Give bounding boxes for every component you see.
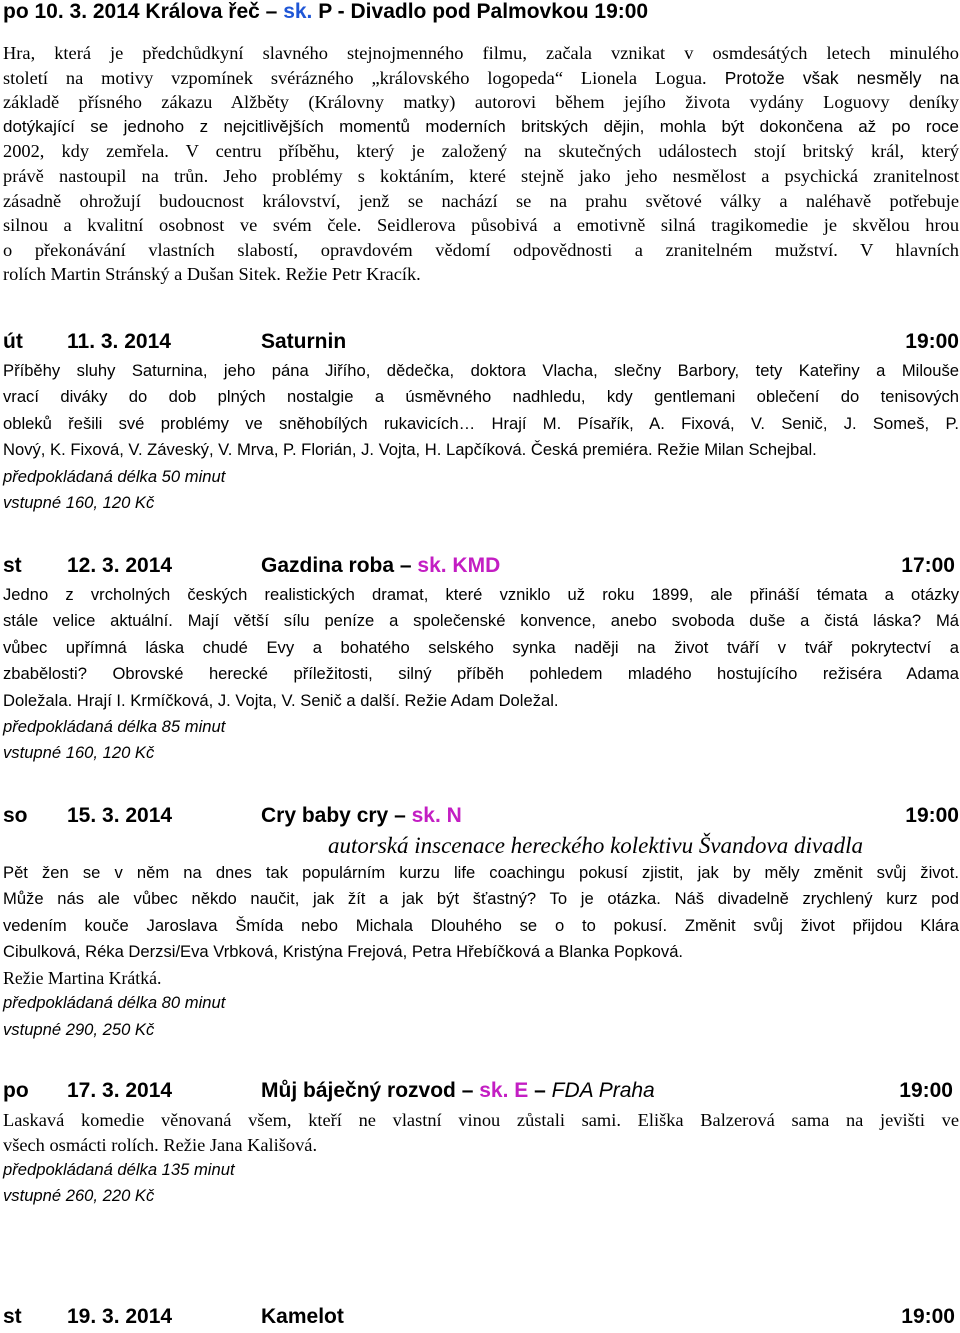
event-heading-kralova-rec [3,0,959,30]
event-price: vstupné 260, 220 Kč [3,1186,155,1206]
description-line: vůbec upřímná láska chudé Evy a bohatého selského synka naději na život tváří v tvář pokrytectví a [3,637,959,657]
event-price: vstupné 290, 250 Kč [3,1019,155,1039]
event-day: po [3,1079,29,1102]
description-line: Příběhy sluhy Saturnina, jeho pána Jiřího, dědečka, doktora Vlacha, slečny Barbory, tety Kateřiny a Milouše [3,361,959,380]
event-length: předpokládaná délka 80 minut [3,993,226,1013]
description-line: všech osmácti rolích. Režie Jana Kališová. [3,1134,318,1155]
event-day: út [3,330,23,353]
event-date: 17. 3. 2014 [67,1079,173,1102]
description-line: Může nás ale vůbec někdo naučit, jak žít a jak být šťastný? To je otázka. Náš divadelně zrychlený kurz pod [3,889,959,909]
event-price: vstupné 160, 120 Kč [3,493,155,513]
event-heading-saturnin [3,328,959,358]
description-line: silnou a kvalitní osobnost ve svém čele. Seidlerova působivá a emotivně silná tragikomedie je skvělou hrou [3,215,960,236]
event-heading-muj-bajecny-rozvod [3,1077,959,1107]
description-line: Laskavá komedie věnovaná všem, kteří ne vlastní vinou zůstali sami. Eliška Balzerová sama na jevišti ve [3,1110,959,1130]
description-line: obleků řešili své problémy ve sněhobílých rukavicích… Hrají M. Písařík, A. Fixová, V. Senič, J. Someš, P. [3,413,959,433]
event-day: st [3,1305,22,1328]
event-heading-gazdina-roba [3,552,959,582]
event-date: 12. 3. 2014 [67,554,173,577]
description-line: Hra, která je předchůdkyní slavného stejnojmenného filmu, začala vznikat v osmdesátých letech minulého [3,43,959,63]
event-title: Saturnin [261,330,347,353]
event-day: so [3,804,28,827]
description-line: Nový, K. Fixová, V. Záveský, V. Mrva, P. Florián, J. Vojta, H. Lapčíková. Česká premiéra. Režie Milan Schejbal. [3,440,817,460]
event-description-saturnin [3,358,959,516]
description-line: základě přísného zákazu Alžběty (Královny matky) autorovi během jejího života vydány Loguovy deníky [3,92,959,113]
description-line: dotýkající se jednoho z nejcitlivějších momentů moderních britských dějin, mohla být dokončena až po roce [3,116,959,136]
event-time: 19:00 [905,804,959,827]
event-length: předpokládaná délka 50 minut [3,466,226,486]
description-line: Jedno z vrcholných českých realistických dramat, které vzniklo už roku 1899, ale přináší témata a otázky [3,585,959,604]
event-director: Režie Martina Krátká. [3,967,162,988]
event-description-gazdina-roba [3,582,959,767]
event-time: 19:00 [899,1079,953,1102]
description-line: stále velice aktuální. Mají větší sílu peníze a společenské konvence, anebo svoboda duše a čistá láska? Má [3,611,959,631]
event-length: předpokládaná délka 135 minut [3,1160,235,1179]
event-description-muj-bajecny-rozvod [3,1108,959,1157]
description-line: právě nastoupil na trůn. Jeho problémy s koktáním, které stejně jako jeho nesmělost a psychická zranitelnost [3,165,959,186]
event-meta-muj-bajecny-rozvod [3,1157,959,1210]
event-time: 19:00 [905,330,959,353]
description-line: zbabělosti? Obrovské herecké příležitosti, silný příběh pohledem mladého hostujícího režiséra Adama [3,664,959,684]
event-time: 19:00 [901,1305,955,1328]
event-description-cry-baby-cry [3,860,959,1043]
event-day: st [3,554,22,577]
event-price: vstupné 160, 120 Kč [3,743,155,763]
event-title: Cry baby cry – sk. N [261,804,462,827]
event-date: 15. 3. 2014 [67,804,173,827]
event-date: 19. 3. 2014 [67,1305,173,1328]
event-title: Kamelot [261,1305,344,1328]
description-line: rolích Martin Stránský a Dušan Sitek. Režie Petr Kracík. [3,264,421,285]
description-line: zásadně ohrožují budoucnost království, jenž se nachází se na prahu světové války a naléhavě potřebuje [3,190,959,211]
event-time: 17:00 [901,554,955,577]
description-line: Doležala. Hrají I. Krmíčková, J. Vojta, V. Senič a další. Režie Adam Doležal. [3,690,559,710]
event-title: Gazdina roba – sk. KMD [261,554,501,577]
description-line: vedením kouče Jaroslava Šmída nebo Michala Dlouhého se o to pokusí. Změnit svůj život přijdou Klára [3,915,959,935]
event-description-kralova-rec [3,41,959,287]
event-date: 11. 3. 2014 [67,330,171,353]
event-length: předpokládaná délka 85 minut [3,717,226,737]
event-heading-text: po 10. 3. 2014 Králova řeč – sk. P - Divadlo pod Palmovkou 19:00 [3,0,649,23]
description-line: vrací diváky do dob plných nostalgie a úsměvného nadhledu, kdy gentlemani oblečení do tenisových [3,387,959,407]
description-line: století na motivy vzpomínek svérázného „královského logopeda“ Lionela Logua. Protože však nesměly na [3,67,959,88]
event-heading-cry-baby-cry [3,802,959,832]
description-line: o překonávání vlastních slabostí, opravdovém vědomí odpovědnosti a zranitelném mužství. V hlavních [3,239,959,260]
event-subtitle: autorská inscenace hereckého kolektivu Švandova divadla [328,833,863,858]
event-heading-kamelot [3,1303,959,1333]
description-line: 2002, kdy zemřela. V centru příběhu, který je založený na skutečných událostech stojí britský král, který [3,141,959,162]
description-line: Cibulková, Réka Derzsi/Eva Vrbková, Kristýna Frejová, Petra Hřebíčková a Blanka Popková. [3,942,684,962]
description-line: Pět žen se v něm na dnes tak populárním kurzu life coachingu pokusí zjistit, jak by měly změnit svůj život. [3,863,959,882]
event-title: Můj báječný rozvod – sk. E – FDA Praha [261,1079,655,1102]
